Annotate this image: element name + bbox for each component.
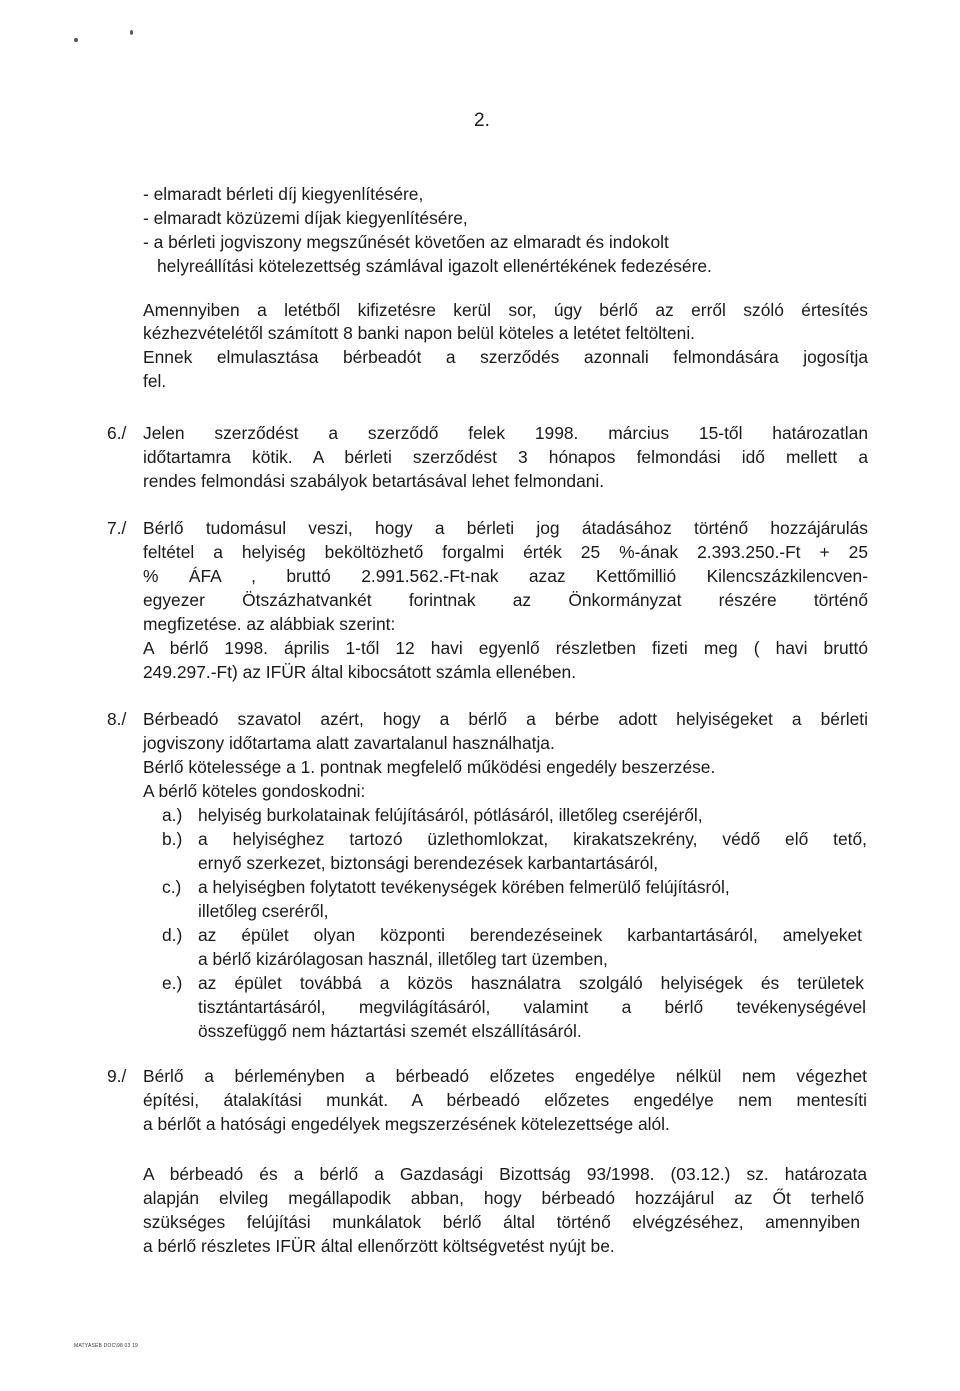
item-letter: d.) (162, 925, 183, 945)
item-line: az épület továbbá a közös használatra szolgáló helyiségek és területek (198, 973, 864, 993)
closing-paragraph-line: a bérlő részletes IFÜR által ellenőrzött költségvetést nyújt be. (143, 1236, 615, 1256)
section-number: 9./ (107, 1066, 127, 1086)
closing-paragraph-line: szükséges felújítási munkálatok bérlő által történő elvégzéséhez, amennyiben (143, 1212, 860, 1232)
deposit-paragraph-line: Ennek elmulasztása bérbeadót a szerződés azonnali felmondására jogosítja (143, 347, 868, 367)
list-line: - elmaradt bérleti díj kiegyenlítésére, (143, 184, 424, 204)
section-7-line: megfizetése. az alábbiak szerint: (143, 614, 396, 634)
item-line: összefüggő nem háztartási szemét elszállításáról. (198, 1021, 582, 1041)
section-number: 8./ (107, 709, 127, 729)
deposit-paragraph-line: fel. (143, 371, 167, 391)
item-letter: c.) (162, 877, 182, 897)
section-6-line: időtartamra kötik. A bérleti szerződést 3 hónapos felmondási idő mellett a (143, 447, 868, 467)
scan-speck (130, 30, 133, 35)
item-line: helyiség burkolatainak felújításáról, pótlásáról, illetőleg cseréjéről, (198, 805, 703, 825)
section-8-line: Bérlő kötelessége a 1. pontnak megfelelő működési engedély beszerzése. (143, 757, 716, 777)
list-line: - a bérleti jogviszony megszűnését követően az elmaradt és indokolt (143, 232, 669, 252)
deposit-paragraph-line: Amennyiben a letétből kifizetésre kerül sor, úgy bérlő az erről szóló értesítés (143, 300, 868, 320)
section-7-line: A bérlő 1998. április 1-től 12 havi egyenlő részletben fizeti meg ( havi bruttó (143, 638, 868, 658)
section-9-line: építési, átalakítási munkát. A bérbeadó előzetes engedélye nem mentesíti (143, 1090, 867, 1110)
section-8-line: Bérbeadó szavatol azért, hogy a bérlő a bérbe adott helyiségeket a bérleti (143, 709, 868, 729)
closing-paragraph-line: A bérbeadó és a bérlő a Gazdasági Bizottság 93/1998. (03.12.) sz. határozata (143, 1164, 867, 1184)
item-line: a bérlő kizárólagosan használ, illetőleg tart üzemben, (198, 949, 608, 969)
scan-speck (74, 38, 78, 42)
item-line: illetőleg cseréről, (198, 901, 329, 921)
section-8-line: jogviszony időtartama alatt zavartalanul használhatja. (143, 733, 555, 753)
page-number: 2. (474, 110, 490, 131)
section-7-line: egyezer Ötszázhatvankét forintnak az Önkormányzat részére történő (143, 590, 868, 610)
item-letter: a.) (162, 805, 183, 825)
section-6-line: Jelen szerződést a szerződő felek 1998. március 15-től határozatlan (143, 423, 868, 443)
section-7-line: 249.297.-Ft) az IFÜR által kibocsátott számla ellenében. (143, 662, 577, 682)
section-9-line: Bérlő a bérleményben a bérbeadó előzetes engedélye nélkül nem végezhet (143, 1066, 867, 1086)
item-line: tisztántartásáról, megvilágításáról, valamint a bérlő tevékenységével (198, 997, 866, 1017)
footer-code: MATYASEB DOC\98 03 19 (74, 1343, 139, 1349)
section-number: 7./ (107, 518, 127, 538)
section-8-line: A bérlő köteles gondoskodni: (143, 781, 366, 801)
item-line: a helyiségben folytatott tevékenységek körében felmerülő felújításról, (198, 877, 730, 897)
list-line: helyreállítási kötelezettség számlával igazolt ellenértékének fedezésére. (157, 256, 712, 276)
section-7-line: feltétel a helyiség beköltözhető forgalmi érték 25 %-ának 2.393.250.-Ft + 25 (143, 542, 868, 562)
section-6-line: rendes felmondási szabályok betartásával lehet felmondani. (143, 471, 605, 491)
deposit-paragraph-line: kézhezvételétől számított 8 banki napon belül köteles a letétet feltölteni. (143, 323, 696, 343)
item-letter: e.) (162, 973, 183, 993)
section-7-line: Bérlő tudomásul veszi, hogy a bérleti jog átadásához történő hozzájárulás (143, 518, 868, 538)
list-line: - elmaradt közüzemi díjak kiegyenlítésére, (143, 208, 468, 228)
item-line: az épület olyan központi berendezéseinek karbantartásáról, amelyeket (198, 925, 862, 945)
closing-paragraph-line: alapján elvileg megállapodik abban, hogy bérbeadó hozzájárul az Őt terhelő (143, 1188, 864, 1208)
item-letter: b.) (162, 829, 183, 849)
section-7-line: % ÁFA , bruttó 2.991.562.-Ft-nak azaz Kettőmillió Kilencszázkilencven- (143, 566, 868, 586)
section-number: 6./ (107, 423, 127, 443)
item-line: ernyő szerkezet, biztonsági berendezések karbantartásáról, (198, 853, 659, 873)
section-9-line: a bérlőt a hatósági engedélyek megszerzésének kötelezettsége alól. (143, 1114, 670, 1134)
item-line: a helyiséghez tartozó üzlethomlokzat, kirakatszekrény, védő elő tető, (198, 829, 867, 849)
